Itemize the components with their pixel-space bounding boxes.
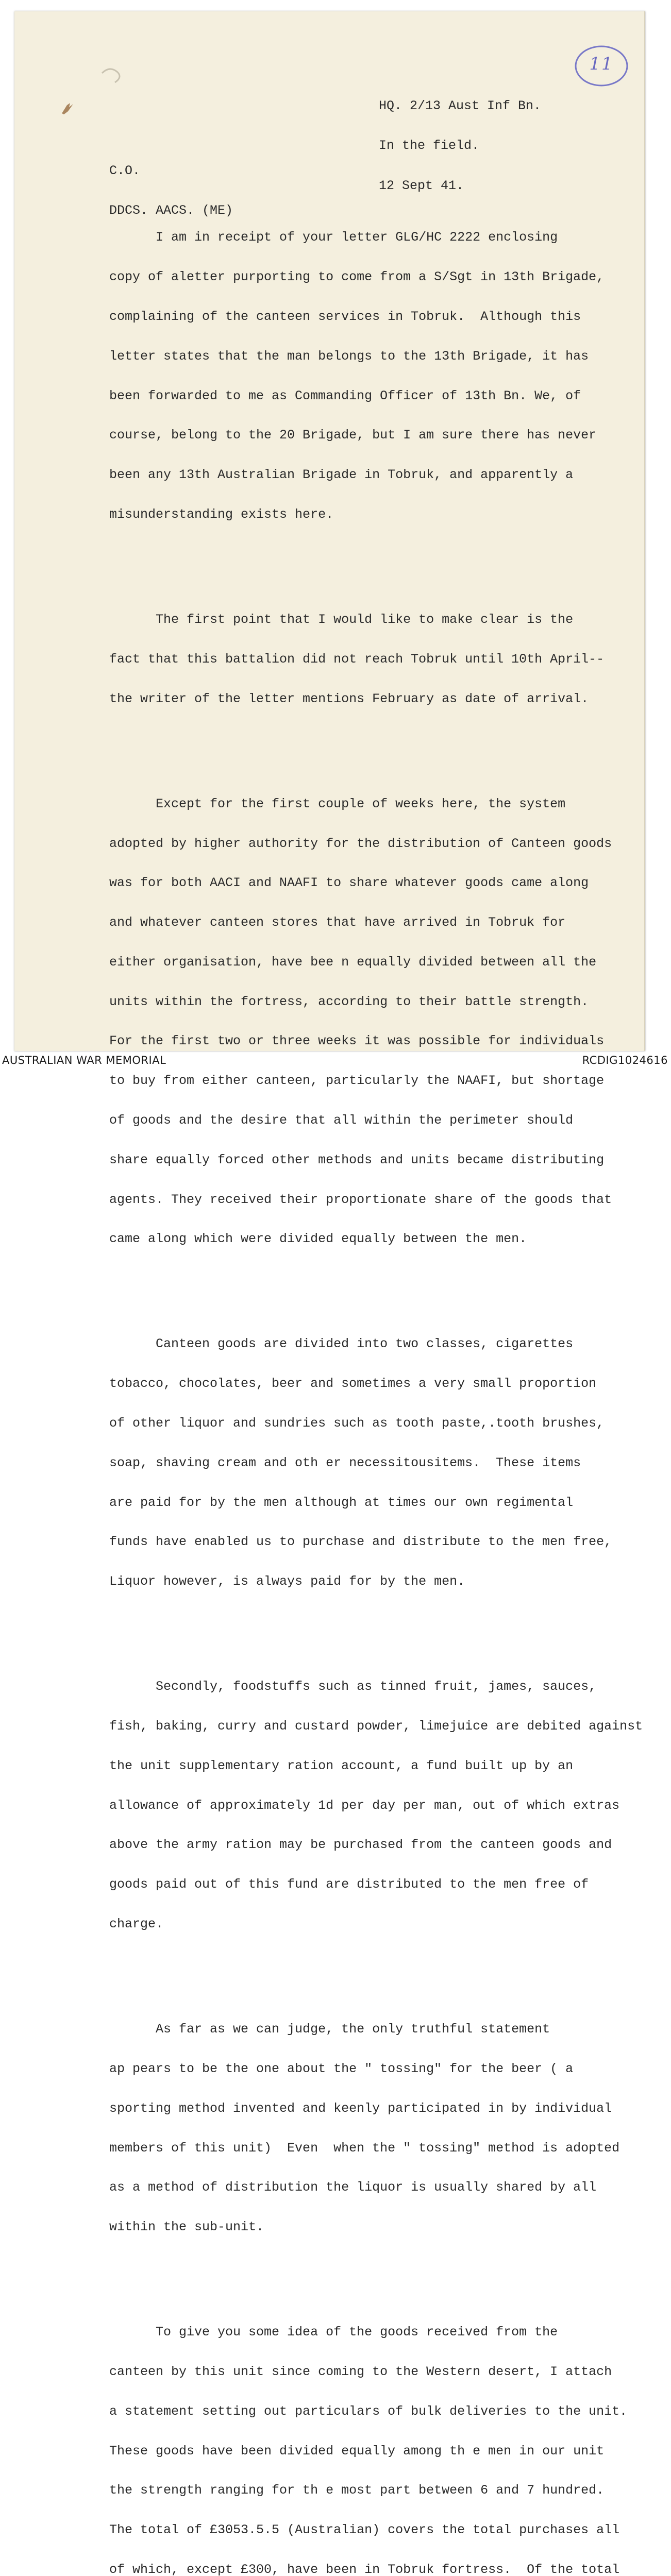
text-line: to buy from either canteen, particularly the NAAFI, but shortage (109, 1073, 605, 1089)
text-line: of other liquor and sundries such as tooth paste,.tooth brushes, (109, 1416, 605, 1431)
header-line-location: In the field. (379, 138, 480, 154)
text-line: came along which were divided equally between the men. (109, 1231, 527, 1247)
text-line: copy of aletter purporting to come from a S/Sgt in 13th Brigade, (109, 269, 605, 285)
text-line: of goods and the desire that all within the perimeter should (109, 1112, 574, 1128)
folio-number: 11 (589, 54, 614, 74)
text-line: been forwarded to me as Commanding Officer of 13th Bn. We, of (109, 388, 581, 403)
text-line: course, belong to the 20 Brigade, but I am sure there has never (109, 428, 597, 443)
text-line: Except for the first couple of weeks here, the system (109, 796, 566, 811)
text-line: share equally forced other methods and units became distributing (109, 1152, 605, 1167)
text-line: misunderstanding exists here. (109, 506, 334, 522)
text-line: been any 13th Australian Brigade in Tobruk, and apparently a (109, 467, 574, 483)
text-line: was for both AACI and NAAFI to share whatever goods came along (109, 875, 589, 891)
addressee-line: C.O. (109, 163, 141, 179)
text-line: adopted by higher authority for the distribution of Canteen goods (109, 836, 612, 851)
text-line: above the army ration may be purchased from the canteen goods and (109, 1837, 612, 1853)
text-line: the unit supplementary ration account, a fund built up by an (109, 1758, 574, 1773)
text-line: I am in receipt of your letter GLG/HC 2222 enclosing (109, 230, 558, 245)
text-line: The total of £3053.5.5 (Australian) covers the total purchases all (109, 2522, 620, 2538)
text-line: charge. (109, 1917, 164, 1931)
archive-credit: AUSTRALIAN WAR MEMORIAL (2, 1054, 166, 1066)
text-line: allowance of approximately 1d per day per man, out of which extras (109, 1798, 620, 1813)
paragraph-foodstuffs (109, 1654, 656, 1957)
paragraph-statement (109, 2299, 656, 2576)
text-line: and whatever canteen stores that have arrived in Tobruk for (109, 915, 566, 930)
text-line: tobacco, chocolates, beer and sometimes a very small proportion (109, 1376, 597, 1392)
text-line: The first point that I would like to make clear is the (109, 612, 574, 627)
paragraph-arrival (109, 587, 656, 732)
ink-stain (58, 98, 78, 118)
text-line: sporting method invented and keenly participated in by individual (109, 2100, 612, 2116)
archive-id: RCDIG1024616 (582, 1054, 668, 1066)
text-line: the strength ranging for th e most part between 6 and 7 hundred. (109, 2483, 605, 2498)
text-line: For the first two or three weeks it was possible for individuals (109, 1033, 605, 1049)
text-line: goods paid out of this fund are distributed to the men free of (109, 1877, 589, 1892)
text-line: funds have enabled us to purchase and distribute to the men free, (109, 1534, 612, 1550)
faint-mark (97, 63, 128, 89)
text-line: as a method of distribution the liquor is usually shared by all (109, 2180, 597, 2195)
folio-stamp (574, 44, 629, 88)
text-line: canteen by this unit since coming to the Western desert, I attach (109, 2364, 612, 2379)
text-line: These goods have been divided equally among th e men in our unit (109, 2443, 605, 2459)
text-line: a statement setting out particulars of bulk deliveries to the unit. (109, 2403, 628, 2419)
text-line: To give you some idea of the goods received from the (109, 2325, 558, 2340)
text-line: are paid for by the men although at times our own regimental (109, 1495, 574, 1510)
text-line: fact that this battalion did not reach Tobruk until 10th April-- (109, 651, 605, 667)
letter-body (109, 178, 656, 2576)
text-line: within the sub-unit. (109, 2219, 264, 2235)
text-line: fish, baking, curry and custard powder, limejuice are debited against (109, 1719, 643, 1734)
text-line: letter states that the man belongs to the 13th Brigade, it has (109, 348, 589, 364)
text-line: complaining of the canteen services in Tobruk. Although this (109, 309, 581, 324)
paragraph-canteen-goods (109, 1311, 656, 1615)
text-line: soap, shaving cream and oth er necessitousitems. These items (109, 1455, 581, 1470)
text-line: As far as we can judge, the only truthful statement (109, 2022, 550, 2037)
text-line: agents. They received their proportionate share of the goods that (109, 1192, 612, 1207)
addressee-line: DDCS. AACS. (ME) (109, 203, 233, 218)
text-line: Liquor however, is always paid for by the men. (109, 1574, 465, 1589)
header-line-unit: HQ. 2/13 Aust Inf Bn. (379, 98, 542, 114)
paragraph-distribution (109, 771, 656, 1273)
header-line-date: 12 Sept 41. (379, 178, 464, 193)
text-line: either organisation, have bee n equally divided between all the (109, 954, 597, 970)
paragraph-receipt (109, 205, 656, 547)
text-line: members of this unit) Even when the " tossing" method is adopted (109, 2140, 620, 2156)
text-line: of which, except £300, have been in Tobruk fortress. Of the total (109, 2562, 620, 2576)
text-line: ap pears to be the one about the " tossing" for the beer ( a (109, 2061, 574, 2076)
text-line: units within the fortress, according to their battle strength. (109, 994, 589, 1009)
text-line: Canteen goods are divided into two classes, cigarettes (109, 1336, 574, 1352)
paragraph-tossing (109, 1996, 656, 2260)
text-line: the writer of the letter mentions February as date of arrival. (109, 691, 589, 706)
text-line: Secondly, foodstuffs such as tinned fruit, james, sauces, (109, 1679, 597, 1694)
